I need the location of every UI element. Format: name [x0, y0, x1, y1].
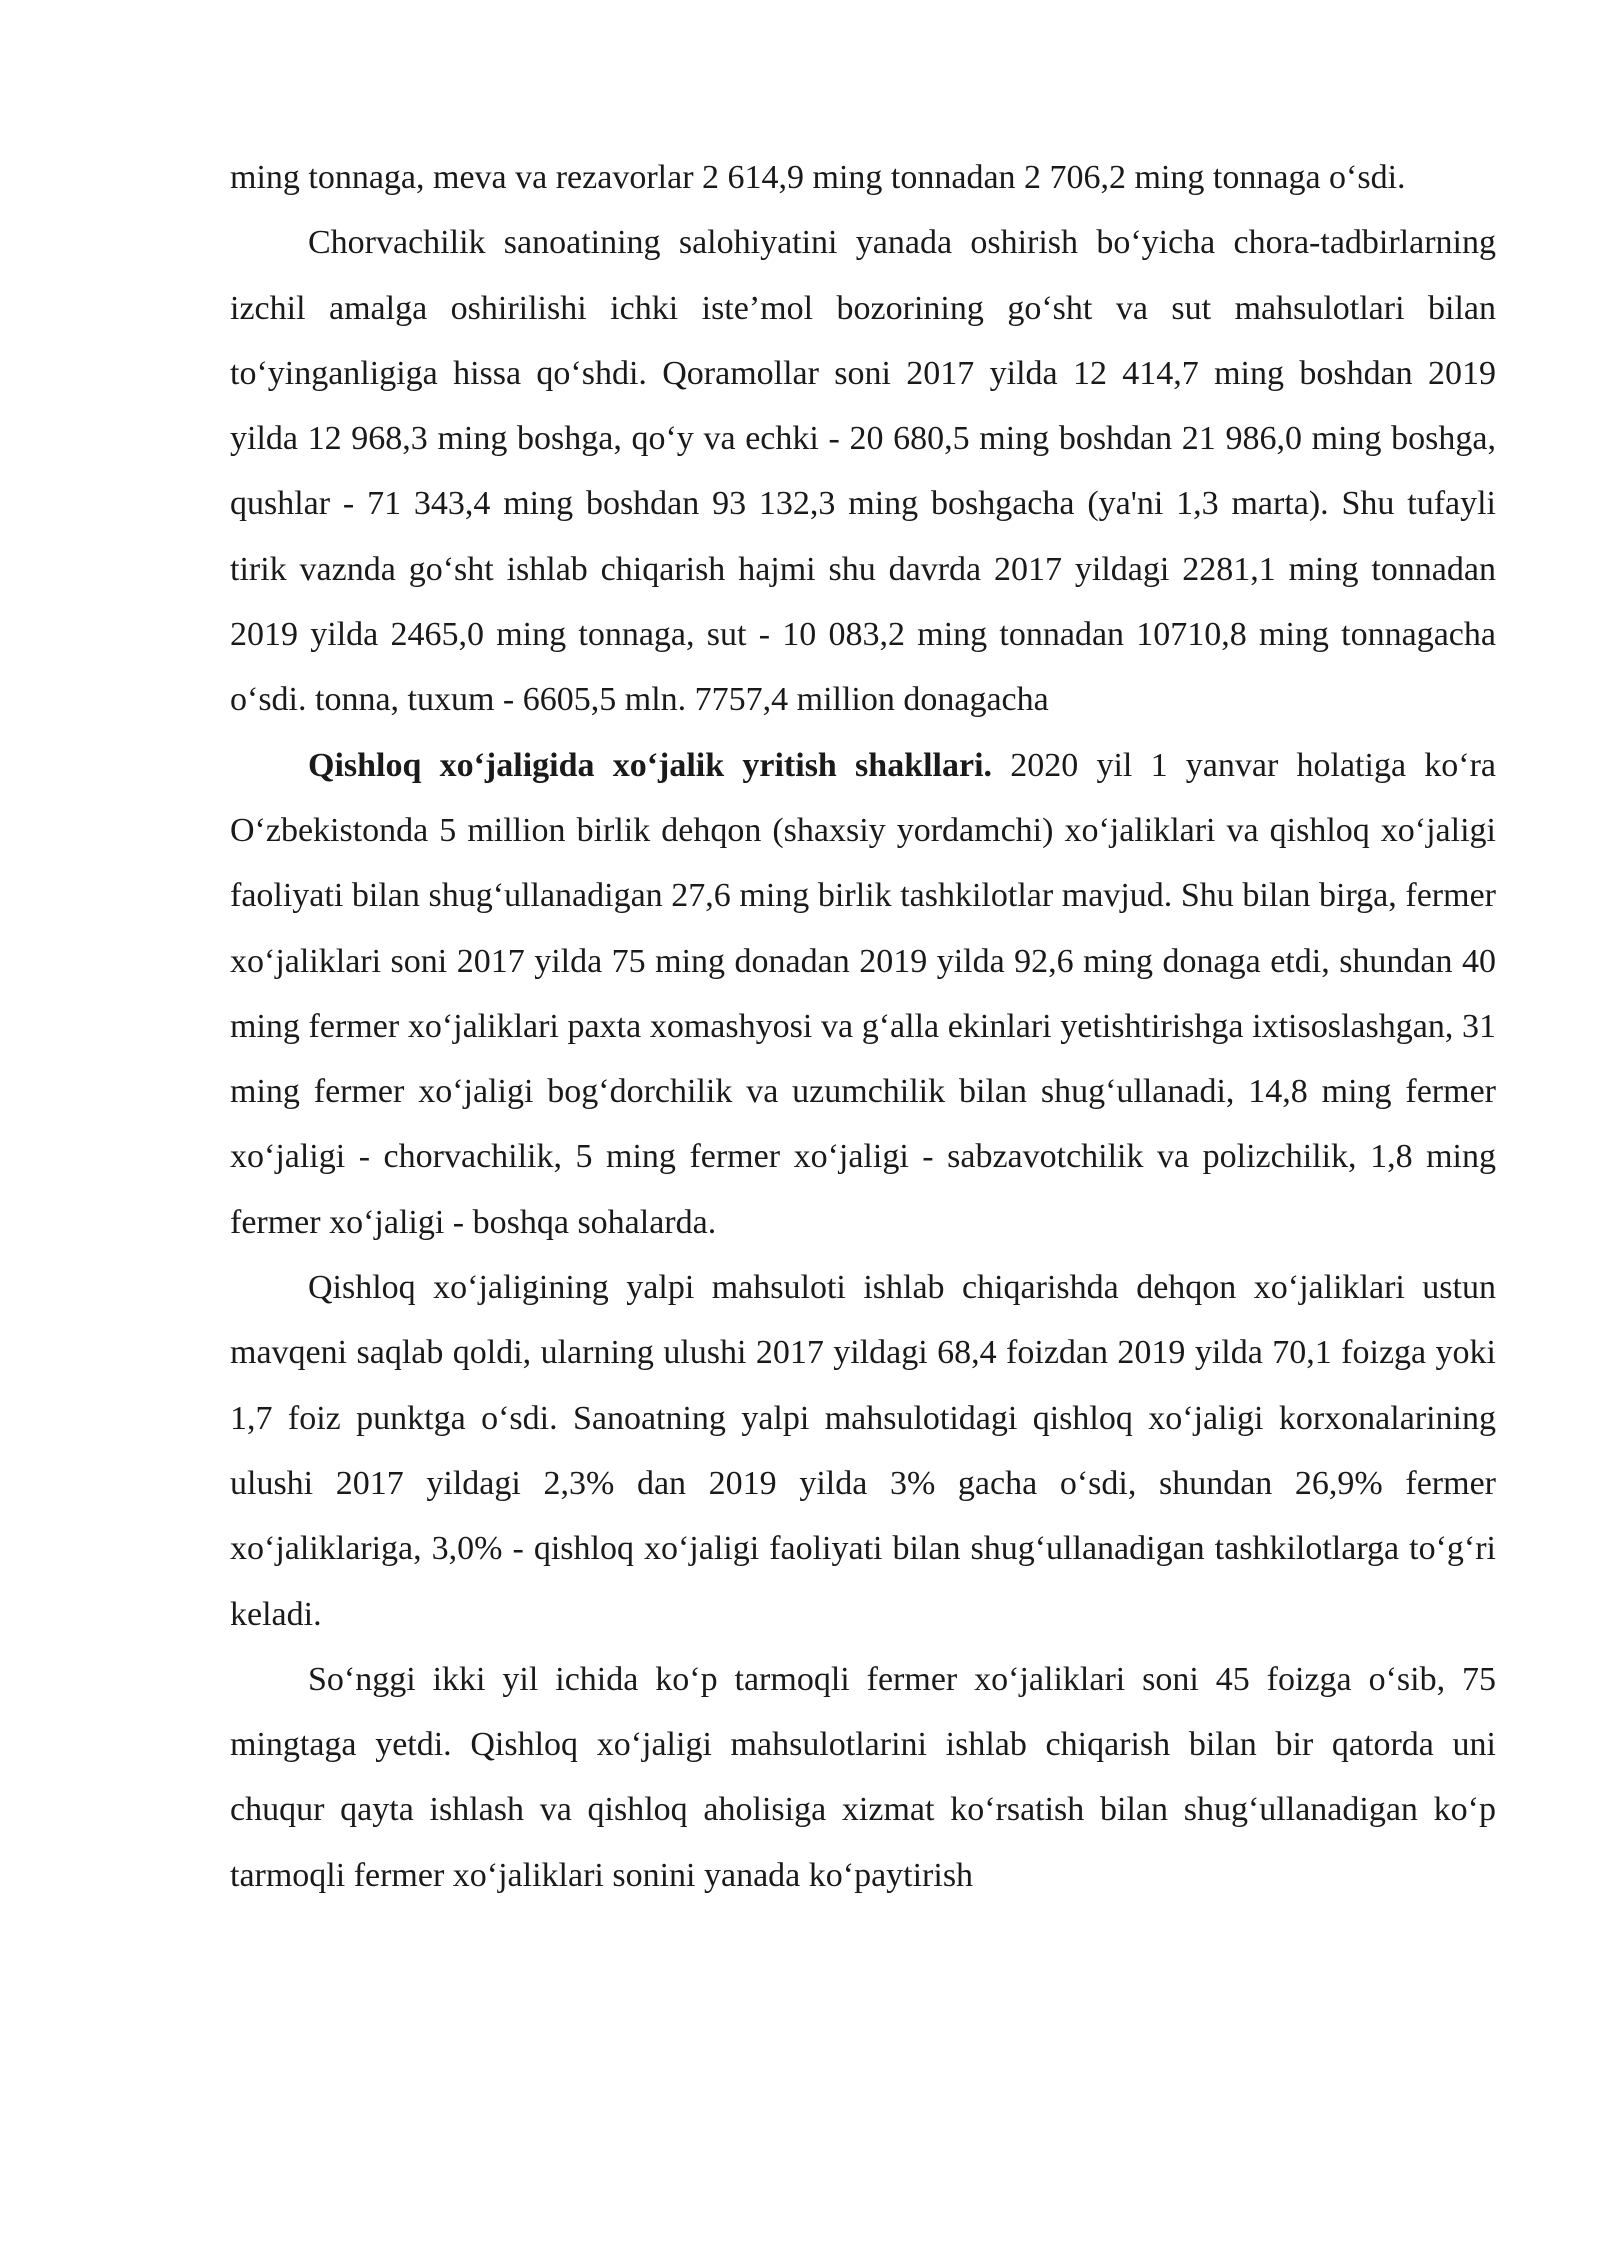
paragraph-farming-forms: [230, 733, 1496, 1255]
section-heading: Qishloq xo‘jaligida xo‘jalik yritish shakllari.: [308, 746, 993, 784]
paragraph-continuation: [230, 145, 1496, 210]
paragraph-text: Chorvachilik sanoatining salohiyatini yanada oshirish bo‘yicha chora-tadbirlarning izchil amalga oshirilishi ichki iste’mol bozorining go‘sht va sut mahsulotlari bilan to‘yinganligiga hissa qo‘shdi. Qoramollar soni 2017 yilda 12 414,7 ming boshdan 2019 yilda 12 968,3 ming boshga, qo‘y va echki - 20 680,5 ming boshdan 21 986,0 ming boshga, qushlar - 71 343,4 ming boshdan 93 132,3 ming boshgacha (ya'ni 1,3 marta). Shu tufayli tirik vaznda go‘sht ishlab chiqarish hajmi shu davrda 2017 yildagi 2281,1 ming tonnadan 2019 yilda 2465,0 ming tonnaga, sut - 10 083,2 ming tonnadan 10710,8 ming tonnagacha o‘sdi. tonna, tuxum - 6605,5 mln. 7757,4 million donagacha: [230, 224, 1496, 719]
paragraph-text: So‘nggi ikki yil ichida ko‘p tarmoqli fermer xo‘jaliklari soni 45 foizga o‘sib, 75 mingtaga yetdi. Qishloq xo‘jaligi mahsulotlarini ishlab chiqarish bilan bir qatorda uni chuqur qayta ishlash va qishloq aholisiga xizmat ko‘rsatish bilan shug‘ullanadigan ko‘p tarmoqli fermer xo‘jaliklari sonini yanada ko‘paytirish: [230, 1660, 1496, 1894]
document-page: [230, 145, 1496, 1908]
paragraph-livestock: [230, 210, 1496, 732]
paragraph-text: 2020 yil 1 yanvar holatiga ko‘ra O‘zbekistonda 5 million birlik dehqon (shaxsiy yordamchi) xo‘jaliklari va qishloq xo‘jaligi faoliyati bilan shug‘ullanadigan 27,6 ming birlik tashkilotlar mavjud. Shu bilan birga, fermer xo‘jaliklari soni 2017 yilda 75 ming donadan 2019 yilda 92,6 ming donaga etdi, shundan 40 ming fermer xo‘jaliklari paxta xomashyosi va g‘alla ekinlari yetishtirishga ixtisoslashgan, 31 ming fermer xo‘jaligi bog‘dorchilik va uzumchilik bilan shug‘ullanadi, 14,8 ming fermer xo‘jaligi - chorvachilik, 5 ming fermer xo‘jaligi - sabzavotchilik va polizchilik, 1,8 ming fermer xo‘jaligi - boshqa sohalarda.: [230, 746, 1496, 1241]
paragraph-multi-branch-farms: [230, 1647, 1496, 1908]
paragraph-text: Qishloq xo‘jaligining yalpi mahsuloti ishlab chiqarishda dehqon xo‘jaliklari ustun mavqeni saqlab qoldi, ularning ulushi 2017 yildagi 68,4 foizdan 2019 yilda 70,1 foizga yoki 1,7 foiz punktga o‘sdi. Sanoatning yalpi mahsulotidagi qishloq xo‘jaligi korxonalarining ulushi 2017 yildagi 2,3% dan 2019 yilda 3% gacha o‘sdi, shundan 26,9% fermer xo‘jaliklariga, 3,0% - qishloq xo‘jaligi faoliyati bilan shug‘ullanadigan tashkilotlarga to‘g‘ri keladi.: [230, 1269, 1496, 1633]
paragraph-gross-output: [230, 1255, 1496, 1647]
paragraph-text: ming tonnaga, meva va rezavorlar 2 614,9 ming tonnadan 2 706,2 ming tonnaga o‘sdi.: [230, 159, 1406, 196]
